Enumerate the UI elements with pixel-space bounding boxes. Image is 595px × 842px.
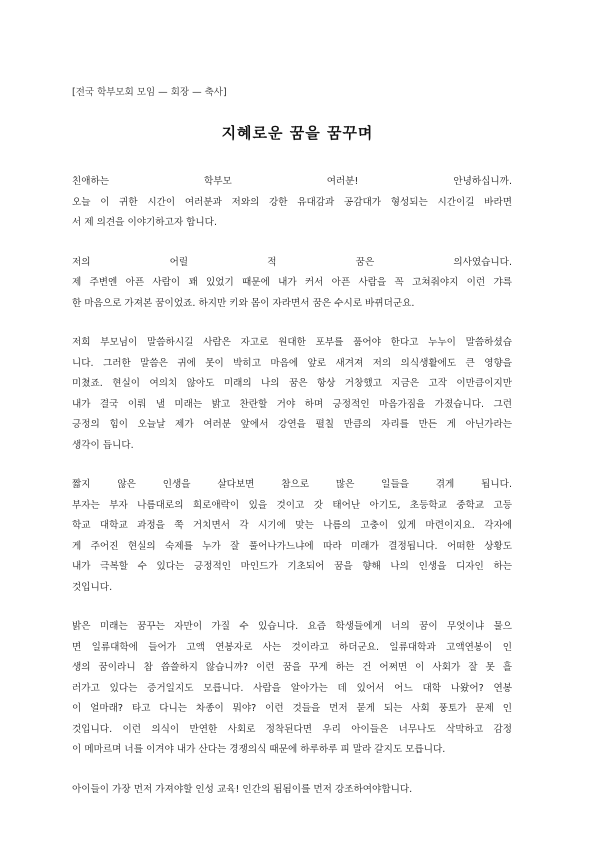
text-line: 것입니다. (72, 581, 113, 593)
text-line: 생의 꿈이라니 참 씁쓸하지 않습니까? 이런 꿈을 꾸게 하는 건 어쩌면 이 사회가 잘 못 흘 (72, 662, 512, 673)
text-line: 긍정의 힘이 오늘날 제가 여러분 앞에서 강연을 펼칠 만큼의 자리를 만든 게 아닌가라는 (72, 419, 512, 430)
text-line: 제 주변엔 아픈 사람이 꽤 있었기 때문에 내가 커서 아픈 사람을 꼭 고쳐줘야지 이런 갸륵 (72, 277, 512, 288)
text-line: 한 마음으로 가져본 꿈이었죠. 하지만 키와 몸이 자라면서 꿈은 수시로 바뀌더군요. (72, 297, 415, 309)
document-title: 지혜로운 꿈을 꿈꾸며 (221, 124, 374, 142)
text-line: 러가고 있다는 증거일지도 모릅니다. 사람을 알아가는 데 있어서 어느 대학 나왔어? 연봉 (72, 682, 512, 694)
text-line: 내가 결국 이뤄 낼 미래는 밝고 찬란할 거야 하며 긍정적인 마음가짐을 가졌습니다. 그런 (72, 398, 512, 410)
document-body (72, 172, 512, 819)
text-line: 짧지 않은 인생을 살다보면 참으로 많은 일들을 겪게 됩니다. (72, 479, 512, 490)
text-line: 저의 어릴 적 꿈은 의사였습니다. (72, 256, 512, 268)
text-line: 미쳤죠. 현실이 여의치 않아도 미래의 나의 꿈은 항상 거창했고 지금은 고작 이만큼이지만 (72, 378, 512, 389)
text-line: 이 메마르며 너를 이겨야 내가 산다는 경쟁의식 때문에 하루하루 피 말라 갈지도 모릅니다. (72, 744, 446, 755)
text-line: 아이들이 가장 먼저 가져야할 인성 교육! 인간의 됨됨이를 먼저 강조하여야합니다. (72, 783, 413, 795)
text-line: 니다. 그러한 말씀은 귀에 못이 박히고 마음에 앞로 새겨져 저의 의식생활에도 큰 영향을 (72, 357, 512, 369)
text-line: 서 제 의견을 이야기하고자 합니다. (72, 217, 217, 228)
text-line: 친애하는 학부모 여러분! 안녕하십니까. (72, 176, 512, 187)
text-line: 학교 대학교 과정을 쭉 거치면서 각 시기에 맞는 나름의 고충이 있게 마련이지요. 각자에 (72, 520, 512, 531)
text-line: 부자는 부자 나름대로의 희로애락이 있을 것이고 갓 태어난 아기도, 초등학교 중학교 고등 (72, 499, 512, 511)
speech-tag: [전국 학부모회 모임 — 회장 — 축사] (72, 87, 227, 98)
text-line: 생각이 듭니다. (72, 439, 134, 451)
text-line: 저희 부모님이 말씀하시길 사람은 자고로 원대한 포부를 품어야 한다고 누누이 말씀하셨습 (72, 337, 512, 348)
text-line: 내가 극복할 수 있다는 긍정적인 마인드가 기초되어 꿈을 향해 나의 인생을 디자인 하는 (72, 561, 512, 572)
text-line: 면 일류대학에 들어가 고액 연봉자로 사는 것이라고 하더군요. 일류대학과 고액연봉이 인 (72, 641, 512, 653)
paragraph (72, 253, 512, 315)
text-line: 것입니다. 이런 의식이 만연한 사회로 정착된다면 우리 아이들은 너무나도 삭막하고 감정 (72, 723, 512, 735)
text-line: 게 주어진 현실의 숙제를 누가 잘 풀어나가느냐에 따라 미래가 결정됩니다. 어떠한 상황도 (72, 540, 512, 552)
paragraph (72, 475, 512, 598)
paragraph (72, 333, 512, 456)
paragraph (72, 780, 512, 801)
paragraph (72, 172, 512, 234)
paragraph (72, 617, 512, 761)
text-line: 오늘 이 귀한 시간이 여러분과 저와의 강한 유대감과 공감대가 형성되는 시간이길 바라면 (72, 196, 512, 208)
text-line: 이 얼마래? 타고 다니는 차종이 뭐야? 이런 것들을 먼저 묻게 되는 사회 풍토가 문제 인 (72, 703, 512, 714)
text-line: 밝은 미래는 꿈꾸는 자만이 가질 수 있습니다. 요즘 학생들에게 너의 꿈이 무엇이냐 물으 (72, 621, 512, 632)
